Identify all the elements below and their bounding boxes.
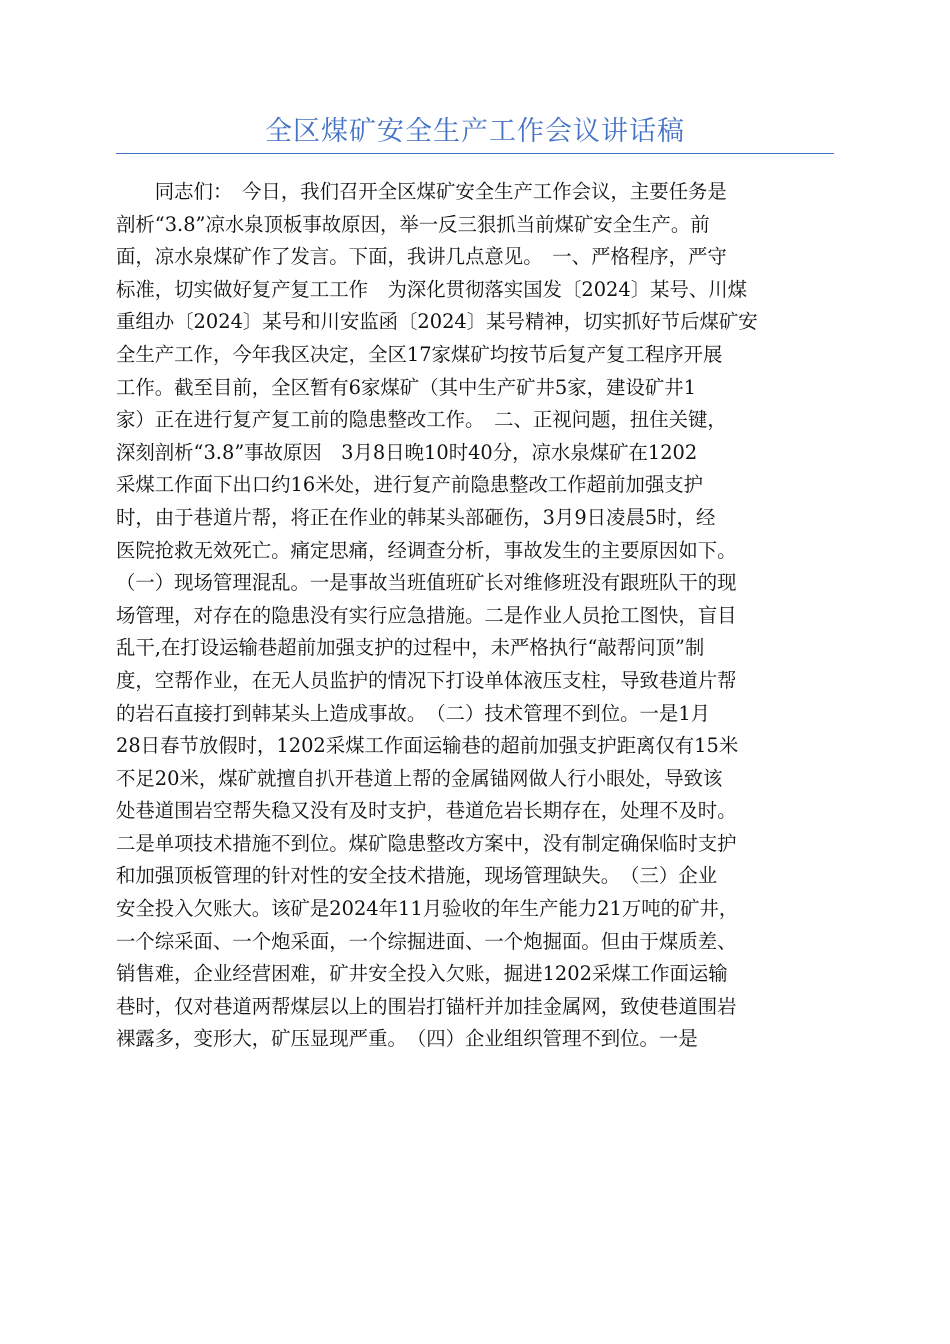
body-text-line: 深刻剖析“3.8”事故原因 3月8日晚10时40分，凉水泉煤矿在1202 xyxy=(116,440,698,464)
body-text-line: 和加强顶板管理的针对性的安全技术措施，现场管理缺失。 （三）企业 xyxy=(116,864,718,888)
body-text-line: 医院抢救无效死亡。痛定思痛，经调查分析，事故发生的主要原因如下。 xyxy=(116,538,737,562)
body-text-line: 家）正在进行复产复工前的隐患整改工作。 二、正视问题，扭住关键， xyxy=(116,408,727,432)
body-text-line: 工作。截至目前，全区暂有6家煤矿（其中生产矿井5家，建设矿井1 xyxy=(116,375,696,399)
title-underline xyxy=(116,153,834,154)
document-title: 全区煤矿安全生产工作会议讲话稿 xyxy=(265,116,685,147)
body-text-line: 面，凉水泉煤矿作了发言。下面，我讲几点意见。 一、严格程序，严守 xyxy=(116,245,727,269)
body-text-line: 处巷道围岩空帮失稳又没有及时支护，巷道危岩长期存在，处理不及时。 xyxy=(116,799,737,823)
body-text-line: 乱干,在打设运输巷超前加强支护的过程中，未严格执行“敲帮问顶”制 xyxy=(116,636,705,660)
body-text-line: 重组办〔2024〕某号和川安监函〔2024〕某号精神，切实抓好节后煤矿安 xyxy=(116,310,758,334)
body-text-line: 标准，切实做好复产复工工作 为深化贯彻落实国发〔2024〕某号、川煤 xyxy=(116,277,748,301)
body-text-line: 裸露多，变形大，矿压显现严重。 （四）企业组织管理不到位。一是 xyxy=(116,1027,698,1051)
body-text-line: 的岩石直接打到韩某头上造成事故。 （二）技术管理不到位。一是1月 xyxy=(116,701,711,725)
body-text-line: 剖析“3.8”凉水泉顶板事故原因，举一反三狠抓当前煤矿安全生产。前 xyxy=(116,212,710,236)
body-text-line: 二是单项技术措施不到位。煤矿隐患整改方案中，没有制定确保临时支护 xyxy=(116,831,737,855)
body-text-line: 场管理，对存在的隐患没有实行应急措施。二是作业人员抢工图快，盲目 xyxy=(116,603,737,627)
body-text-line: 巷时，仅对巷道两帮煤层以上的围岩打锚杆并加挂金属网，致使巷道围岩 xyxy=(116,994,737,1018)
body-text-line: 28日春节放假时，1202采煤工作面运输巷的超前加强支护距离仅有15米 xyxy=(116,734,739,758)
body-text-line: 同志们： 今日，我们召开全区煤矿安全生产工作会议，主要任务是 xyxy=(116,180,727,203)
body-text-line: 度，空帮作业，在无人员监护的情况下打设单体液压支柱，导致巷道片帮 xyxy=(116,668,737,692)
body-text-line: 销售难，企业经营困难，矿井安全投入欠账，掘进1202采煤工作面运输 xyxy=(116,962,728,986)
body-text-line: 一个综采面、一个炮采面，一个综掘进面、一个炮掘面。但由于煤质差、 xyxy=(116,929,737,953)
body-text-line: 安全投入欠账大。该矿是2024年11月验收的年生产能力21万吨的矿井， xyxy=(116,897,739,921)
body-text-line: 全生产工作，今年我区决定，全区17家煤矿均按节后复产复工程序开展 xyxy=(116,342,723,366)
body-text-line: 时，由于巷道片帮，将正在作业的韩某头部砸伤，3月9日凌晨5时，经 xyxy=(116,505,716,529)
body-text-line: （一）现场管理混乱。一是事故当班值班矿长对维修班没有跟班队干的现 xyxy=(116,571,737,595)
document-body xyxy=(116,176,834,1056)
body-text-line: 采煤工作面下出口约16米处，进行复产前隐患整改工作超前加强支护 xyxy=(116,473,704,497)
body-text-line: 不足20米，煤矿就擅自扒开巷道上帮的金属锚网做人行小眼处，导致该 xyxy=(116,766,723,790)
